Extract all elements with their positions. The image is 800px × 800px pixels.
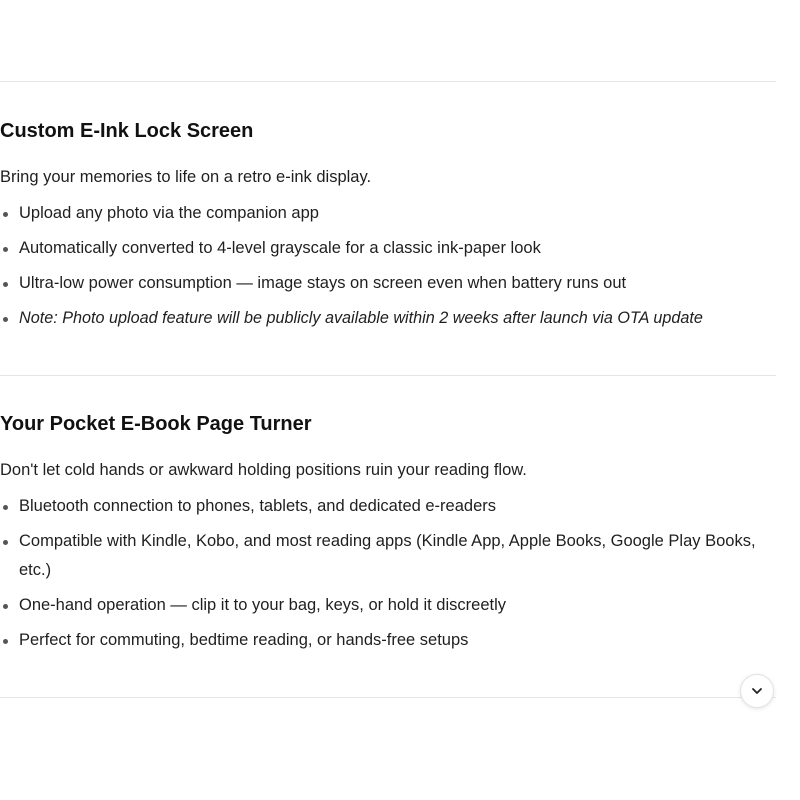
list-item [0, 626, 760, 655]
section-divider-middle [0, 375, 776, 376]
list-item-text: Automatically converted to 4-level grayscale for a classic ink-paper look [19, 239, 541, 257]
bullet-icon [3, 317, 8, 322]
section-title: Custom E-Ink Lock Screen [0, 120, 254, 142]
list-item-text: Upload any photo via the companion app [19, 204, 319, 222]
list-item [0, 234, 790, 263]
section-page-turner [0, 411, 790, 655]
bullet-icon [3, 639, 8, 644]
section-divider-top [0, 81, 776, 82]
bullet-icon [3, 604, 8, 609]
list-item-text: One-hand operation — clip it to your bag, keys, or hold it discreetly [19, 596, 506, 614]
scroll-to-bottom-button[interactable] [740, 674, 774, 708]
section-intro: Don't let cold hands or awkward holding positions ruin your reading flow. [0, 461, 527, 479]
list-item-text: Perfect for commuting, bedtime reading, or hands-free setups [19, 631, 469, 649]
section-intro: Bring your memories to life on a retro e-ink display. [0, 168, 372, 186]
bullet-icon [3, 505, 8, 510]
list-item-text: Ultra-low power consumption — image stays on screen even when battery runs out [19, 274, 627, 292]
bullet-icon [3, 212, 8, 217]
list-item [0, 269, 790, 298]
section-divider-bottom [0, 697, 776, 698]
bullet-icon [3, 282, 8, 287]
list-item-text: Bluetooth connection to phones, tablets, and dedicated e-readers [19, 497, 497, 515]
feature-list [0, 492, 760, 655]
list-item [0, 527, 760, 585]
bullet-icon [3, 540, 8, 545]
list-item-text: Note: Photo upload feature will be publicly available within 2 weeks after launch via OTA update [19, 309, 703, 327]
chevron-down-icon [750, 684, 764, 698]
list-item [0, 199, 790, 228]
bullet-icon [3, 247, 8, 252]
section-title: Your Pocket E-Book Page Turner [0, 413, 312, 435]
list-item [0, 492, 760, 521]
section-eink-lock-screen [0, 118, 790, 333]
list-item-note [0, 304, 790, 333]
list-item-text: Compatible with Kindle, Kobo, and most reading apps (Kindle App, Apple Books, Google Play Books, etc.) [19, 532, 756, 579]
feature-list [0, 199, 790, 333]
list-item [0, 591, 760, 620]
